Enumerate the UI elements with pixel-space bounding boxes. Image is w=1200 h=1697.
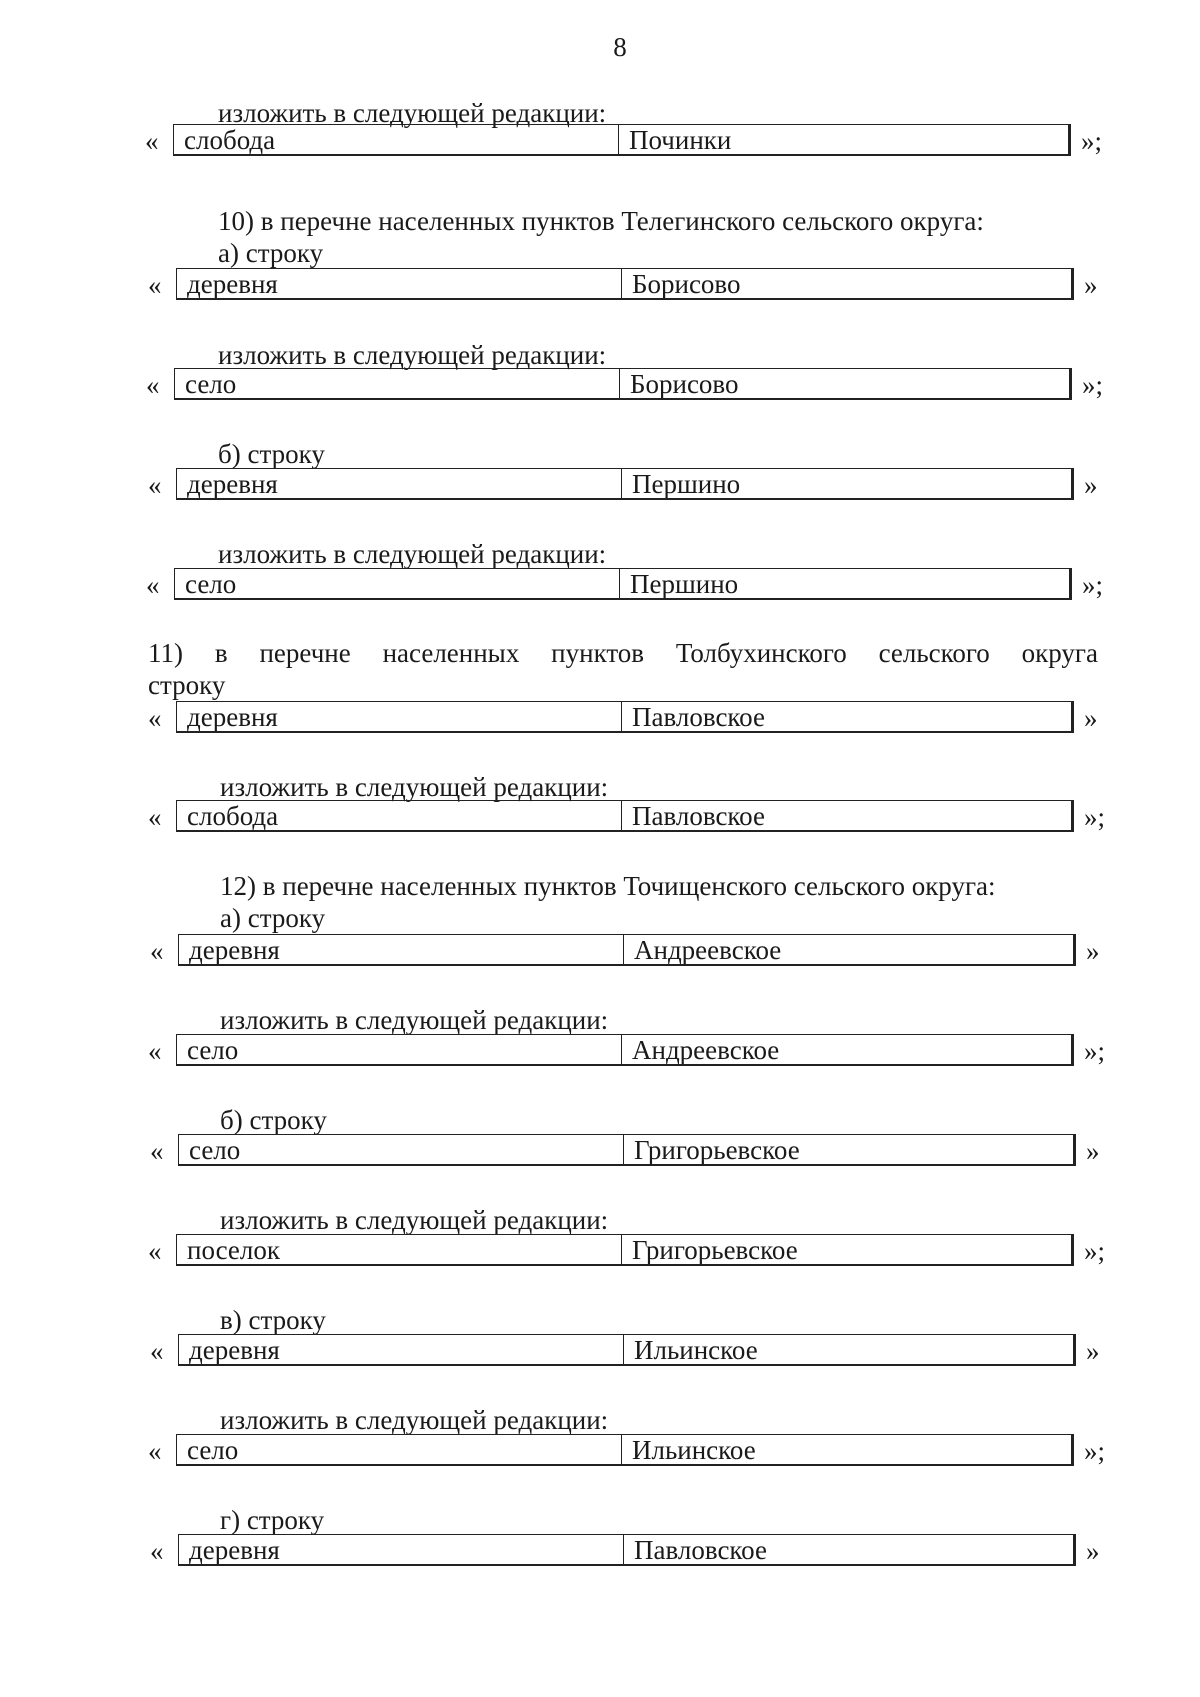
quote-open: « <box>148 1436 162 1466</box>
subitem-label: а) строку <box>220 903 326 933</box>
quote-open: « <box>148 1236 162 1266</box>
table-row-box <box>178 1334 1076 1366</box>
table-row <box>148 268 1118 302</box>
quote-close: »; <box>1081 126 1103 156</box>
settlement-type: село <box>177 1435 622 1464</box>
table-row <box>148 1434 1118 1468</box>
instruction-text: изложить в следующей редакции: <box>220 1405 609 1435</box>
settlement-name: Павловское <box>632 801 765 830</box>
instruction-text: изложить в следующей редакции: <box>220 1205 609 1235</box>
table-row-box <box>176 1434 1074 1466</box>
quote-close: »; <box>1084 1436 1106 1466</box>
settlement-type: поселок <box>177 1235 622 1264</box>
settlement-type: село <box>175 369 620 398</box>
settlement-name: Андреевское <box>632 1035 780 1064</box>
table-row <box>148 468 1118 502</box>
table-row <box>150 1134 1120 1168</box>
settlement-name: Першино <box>630 569 739 598</box>
section-heading: 11) в перечне населенных пунктов Толбухинского сельского округа <box>148 638 1098 668</box>
settlement-type: деревня <box>179 1535 624 1564</box>
instruction-text: изложить в следующей редакции: <box>218 539 607 569</box>
settlement-name: Григорьевское <box>634 1135 800 1164</box>
settlement-type: деревня <box>177 702 622 731</box>
settlement-name: Починки <box>629 125 732 154</box>
table-row-box <box>174 568 1072 600</box>
page-number: 8 <box>613 32 627 62</box>
table-row <box>145 124 1115 158</box>
table-row-box <box>176 268 1074 300</box>
settlement-type: село <box>179 1135 624 1164</box>
quote-close: » <box>1086 1136 1100 1166</box>
table-row-box <box>173 124 1071 156</box>
subitem-label: в) строку <box>220 1305 326 1335</box>
table-row-box <box>178 934 1076 966</box>
quote-open: « <box>148 1036 162 1066</box>
quote-open: « <box>148 703 162 733</box>
quote-close: »; <box>1082 370 1104 400</box>
instruction-text: изложить в следующей редакции: <box>220 1005 609 1035</box>
section-heading: 12) в перечне населенных пунктов Точищенского сельского округа: <box>220 871 996 901</box>
settlement-type: слобода <box>177 801 622 830</box>
settlement-name: Борисово <box>630 369 739 398</box>
quote-open: « <box>150 1136 164 1166</box>
settlement-name: Павловское <box>632 702 765 731</box>
settlement-type: деревня <box>177 469 622 498</box>
table-row-box <box>176 800 1074 832</box>
instruction-text: изложить в следующей редакции: <box>218 340 607 370</box>
table-row <box>148 1034 1118 1068</box>
settlement-name: Першино <box>632 469 741 498</box>
table-row-box <box>178 1534 1076 1566</box>
quote-close: » <box>1086 1536 1100 1566</box>
quote-open: « <box>150 1536 164 1566</box>
settlement-name: Павловское <box>634 1535 767 1564</box>
settlement-type: село <box>177 1035 622 1064</box>
quote-open: « <box>150 1336 164 1366</box>
table-row-box <box>176 701 1074 733</box>
quote-open: « <box>146 570 160 600</box>
quote-open: « <box>146 370 160 400</box>
quote-open: « <box>145 126 159 156</box>
subitem-label: а) строку <box>218 238 324 268</box>
table-row-box <box>178 1134 1076 1166</box>
section-heading-continuation: строку <box>148 670 226 700</box>
table-row <box>148 800 1118 834</box>
subitem-label: б) строку <box>220 1105 327 1135</box>
quote-close: »; <box>1084 802 1106 832</box>
settlement-name: Борисово <box>632 269 741 298</box>
quote-close: » <box>1086 936 1100 966</box>
quote-close: » <box>1084 703 1098 733</box>
settlement-type: деревня <box>177 269 622 298</box>
table-row <box>150 1334 1120 1368</box>
settlement-name: Григорьевское <box>632 1235 798 1264</box>
table-row-box <box>176 1034 1074 1066</box>
quote-close: »; <box>1082 570 1104 600</box>
settlement-name: Андреевское <box>634 935 782 964</box>
table-row-box <box>174 368 1072 400</box>
table-row <box>146 368 1116 402</box>
quote-open: « <box>150 936 164 966</box>
settlement-name: Ильинское <box>634 1335 758 1364</box>
settlement-type: слобода <box>174 125 619 154</box>
quote-open: « <box>148 270 162 300</box>
section-heading: 10) в перечне населенных пунктов Телегинского сельского округа: <box>218 206 984 236</box>
table-row-box <box>176 1234 1074 1266</box>
table-row <box>150 934 1120 968</box>
table-row <box>148 1234 1118 1268</box>
table-row-box <box>176 468 1074 500</box>
subitem-label: г) строку <box>220 1505 325 1535</box>
quote-close: » <box>1084 470 1098 500</box>
quote-close: » <box>1086 1336 1100 1366</box>
subitem-label: б) строку <box>218 439 325 469</box>
table-row <box>148 701 1118 735</box>
settlement-type: село <box>175 569 620 598</box>
quote-close: »; <box>1084 1036 1106 1066</box>
settlement-type: деревня <box>179 935 624 964</box>
quote-close: » <box>1084 270 1098 300</box>
quote-close: »; <box>1084 1236 1106 1266</box>
table-row <box>150 1534 1120 1568</box>
instruction-text: изложить в следующей редакции: <box>220 772 609 802</box>
quote-open: « <box>148 802 162 832</box>
instruction-text: изложить в следующей редакции: <box>218 98 607 128</box>
settlement-type: деревня <box>179 1335 624 1364</box>
table-row <box>146 568 1116 602</box>
quote-open: « <box>148 470 162 500</box>
settlement-name: Ильинское <box>632 1435 756 1464</box>
